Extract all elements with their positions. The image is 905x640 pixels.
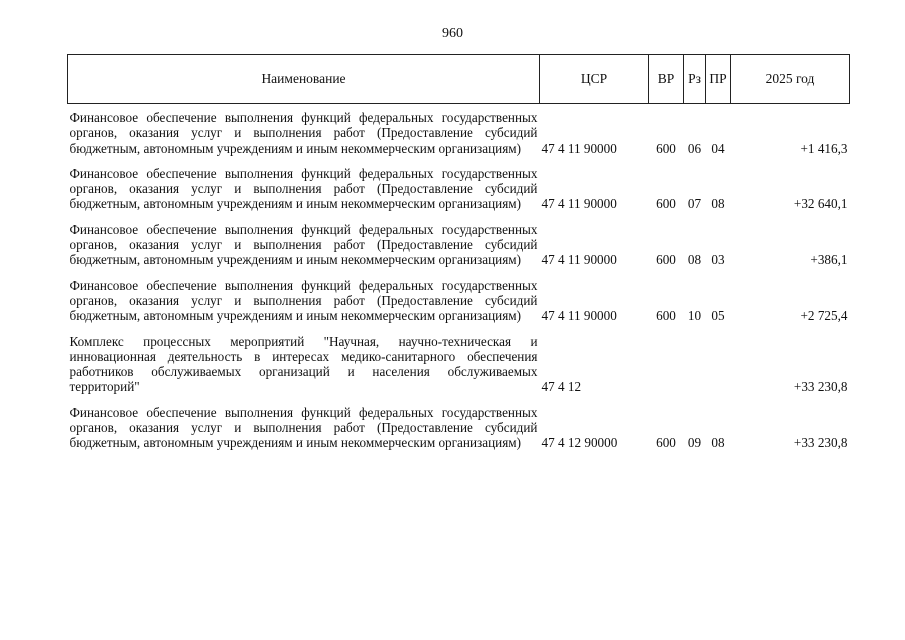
row-amount: +32 640,1 xyxy=(793,196,848,212)
row-csr: 47 4 12 90000 xyxy=(541,435,618,451)
row-rz: 10 xyxy=(687,308,702,324)
table-row xyxy=(68,166,850,222)
header-row xyxy=(68,55,850,104)
row-pr: 03 xyxy=(711,252,725,268)
row-vr: 600 xyxy=(656,435,676,451)
row-vr: 600 xyxy=(656,196,676,212)
row-pr: 04 xyxy=(711,140,725,156)
row-amount: +386,1 xyxy=(810,252,848,268)
header-year: 2025 год xyxy=(731,55,850,104)
table-row xyxy=(68,278,850,334)
row-rz: 06 xyxy=(687,140,702,156)
row-vr: 600 xyxy=(656,252,676,268)
row-name: Финансовое обеспечение выполнения функций федеральных государственных органов, оказания услуг и выполнения работ (Предоставление субсидий бюджетным, автономным учреждениям и иным некоммерческим организациям) xyxy=(69,110,538,156)
row-name: Комплекс процессных мероприятий "Научная, научно-техническая и инновационная деятельность в интересах медико-санитарного обеспечения работников обслуживаемых организаций и населения обслуживаемых территорий" xyxy=(69,333,538,395)
row-vr xyxy=(649,334,684,405)
table-row xyxy=(68,405,850,461)
row-pr: 05 xyxy=(711,308,725,324)
row-rz: 07 xyxy=(687,196,702,212)
table-body xyxy=(68,104,850,461)
row-amount: +1 416,3 xyxy=(800,140,848,156)
header-vr: ВР xyxy=(649,55,684,104)
row-pr: 08 xyxy=(711,196,725,212)
table-row xyxy=(68,334,850,405)
row-csr: 47 4 11 90000 xyxy=(541,196,617,212)
row-name: Финансовое обеспечение выполнения функций федеральных государственных органов, оказания услуг и выполнения работ (Предоставление субсидий бюджетным, автономным учреждениям и иным некоммерческим организациям) xyxy=(69,221,538,268)
table-header xyxy=(68,55,850,104)
page-number: 960 xyxy=(442,26,463,41)
row-rz: 08 xyxy=(687,252,702,268)
header-rz: Рз xyxy=(684,55,706,104)
row-amount: +33 230,8 xyxy=(793,435,848,451)
row-rz xyxy=(684,334,706,405)
row-csr: 47 4 11 90000 xyxy=(541,252,617,268)
row-csr: 47 4 12 xyxy=(541,379,582,395)
row-pr: 08 xyxy=(711,435,725,451)
table-row xyxy=(68,104,850,166)
row-name: Финансовое обеспечение выполнения функций федеральных государственных органов, оказания услуг и выполнения работ (Предоставление субсидий бюджетным, автономным учреждениям и иным некоммерческим организациям) xyxy=(69,404,538,451)
row-vr: 600 xyxy=(656,308,676,324)
table-row xyxy=(68,222,850,278)
budget-table xyxy=(67,54,850,461)
row-csr: 47 4 11 90000 xyxy=(541,140,617,156)
row-pr xyxy=(706,334,731,405)
row-csr: 47 4 11 90000 xyxy=(541,308,617,324)
row-amount: +2 725,4 xyxy=(800,308,848,324)
row-name: Финансовое обеспечение выполнения функций федеральных государственных органов, оказания услуг и выполнения работ (Предоставление субсидий бюджетным, автономным учреждениям и иным некоммерческим организациям) xyxy=(69,277,538,324)
header-csr: ЦСР xyxy=(540,55,649,104)
header-pr: ПР xyxy=(706,55,731,104)
row-vr: 600 xyxy=(656,140,676,156)
row-name: Финансовое обеспечение выполнения функций федеральных государственных органов, оказания услуг и выполнения работ (Предоставление субсидий бюджетным, автономным учреждениям и иным некоммерческим организациям) xyxy=(69,165,538,212)
header-name: Наименование xyxy=(68,55,540,104)
row-rz: 09 xyxy=(687,435,702,451)
row-amount: +33 230,8 xyxy=(793,379,848,395)
